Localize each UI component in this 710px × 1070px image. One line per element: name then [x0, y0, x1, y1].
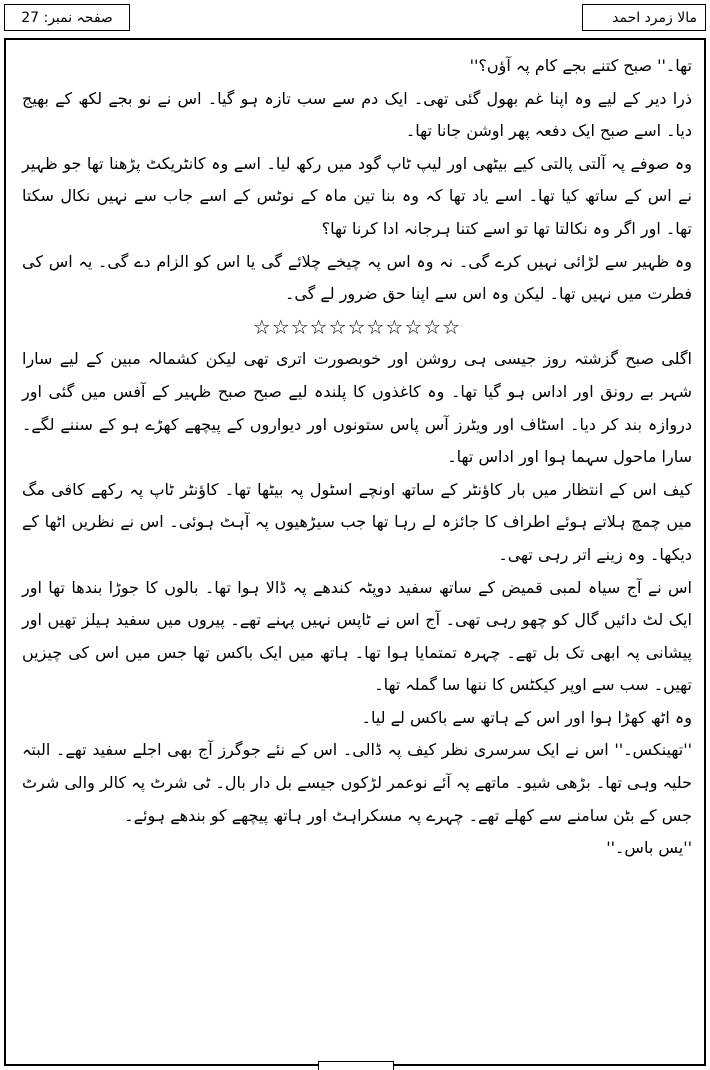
page-number: صفحہ نمبر: 27	[21, 9, 113, 26]
section-divider: ☆☆☆☆☆☆☆☆☆☆☆	[252, 314, 462, 339]
page-number-box	[4, 4, 130, 31]
paragraph: وہ ظہیر سے لڑائی نہیں کرے گی۔ نہ وہ اس پہ چیخے چلائے گی یا اس کو الزام دے گی۔ یہ اس کی فطرت میں نہیں تھا۔ لیکن وہ اس سے اپنا حق ضرور لے گی۔	[22, 251, 692, 304]
paragraph: وہ اٹھ کھڑا ہوا اور اس کے ہاتھ سے باکس لے لیا۔	[361, 707, 692, 727]
paragraph: وہ صوفے پہ آلتی پالتی کیے بیٹھی اور لیپ ٹاپ گود میں رکھ لیا۔ اسے وہ کانٹریکٹ پڑھنا تھا جو ظہیر نے اس کے ساتھ کیا تھا۔ اسے یاد تھا کہ وہ بنا تین ماہ کے نوٹس کے اسے جاب سے نہیں نکال سکتا تھا۔ اور اگر وہ نکالتا تھا تو اسے کتنا ہرجانہ ادا کرنا تھا؟	[22, 153, 692, 238]
paragraph: ''یس باس۔''	[606, 838, 692, 858]
paragraph: ''تھینکس۔'' اس نے ایک سرسری نظر کیف پہ ڈالی۔ اس کے نئے جوگرز آج بھی اجلے سفید تھے۔ البتہ حلیہ وہی تھا۔ بڑھی شیو۔ ماتھے پہ آئے نوعمر لڑکوں جیسے بل دار بال۔ ٹی شرٹ پہ کالر والی شرٹ جس کے بٹن سامنے سے کھلے تھے۔ چہرے پہ مسکراہٹ اور ہاتھ پیچھے کو بندھے ہوئے۔	[22, 740, 692, 825]
story-text	[22, 50, 692, 865]
paragraph: اگلی صبح گزشتہ روز جیسی ہی روشن اور خوبصورت اتری تھی لیکن کشمالہ مبین کے لیے سارا شہر بے رونق اور اداس ہو گیا تھا۔ وہ کاغذوں کا پلندہ لیے صبح صبح ظہیر کے آفس میں گئی اور دروازہ بند کر دیا۔ اسٹاف اور ویٹرز آس پاس ستونوں اور دیواروں کے پیچھے کھڑے ہو کے سننے لگے۔ سارا ماحول سہما ہوا اور اداس تھا۔	[22, 349, 692, 467]
author-name: مالا زمرد احمد	[612, 9, 697, 26]
paragraph: ذرا دیر کے لیے وہ اپنا غم بھول گئی تھی۔ ایک دم سے سب تازہ ہو گیا۔ اس نے نو بجے لکھ کے بھیج دیا۔ اسے صبح ایک دفعہ پھر اوشن جانا تھا۔	[22, 88, 692, 141]
paragraph: تھا۔'' صبح کتنے بجے کام پہ آؤں؟''	[469, 56, 692, 75]
paragraph: کیف اس کے انتظار میں بار کاؤنٹر کے ساتھ اونچے اسٹول پہ بیٹھا تھا۔ کاؤنٹر ٹاپ پہ رکھے کافی مگ میں چمچ ہلاتے ہوئے اطراف کا جائزہ لے رہا تھا جب سیڑھیوں پہ آہٹ ہوئی۔ اس نے نظریں اٹھا کے دیکھا۔ وہ زینے اتر رہی تھی۔	[22, 479, 692, 564]
paragraph: اس نے آج سیاہ لمبی قمیض کے ساتھ سفید دوپٹہ کندھے پہ ڈالا ہوا تھا۔ بالوں کا جوڑا بندھا تھا اور ایک لٹ دائیں گال کو چھو رہی تھی۔ آج اس نے ٹاپس نہیں پہنے تھے۔ پیروں میں سفید ہیلز تھیں اور پیشانی پہ ابھی تک بل تھے۔ چہرہ تمتمایا ہوا تھا۔ ہاتھ میں ایک باکس تھا جس میں اس کی چیزیں تھیں۔ سب سے اوپر کیکٹس کا ننھا سا گملہ تھا۔	[22, 577, 692, 695]
author-box	[582, 4, 706, 31]
footer-tab	[318, 1061, 394, 1070]
